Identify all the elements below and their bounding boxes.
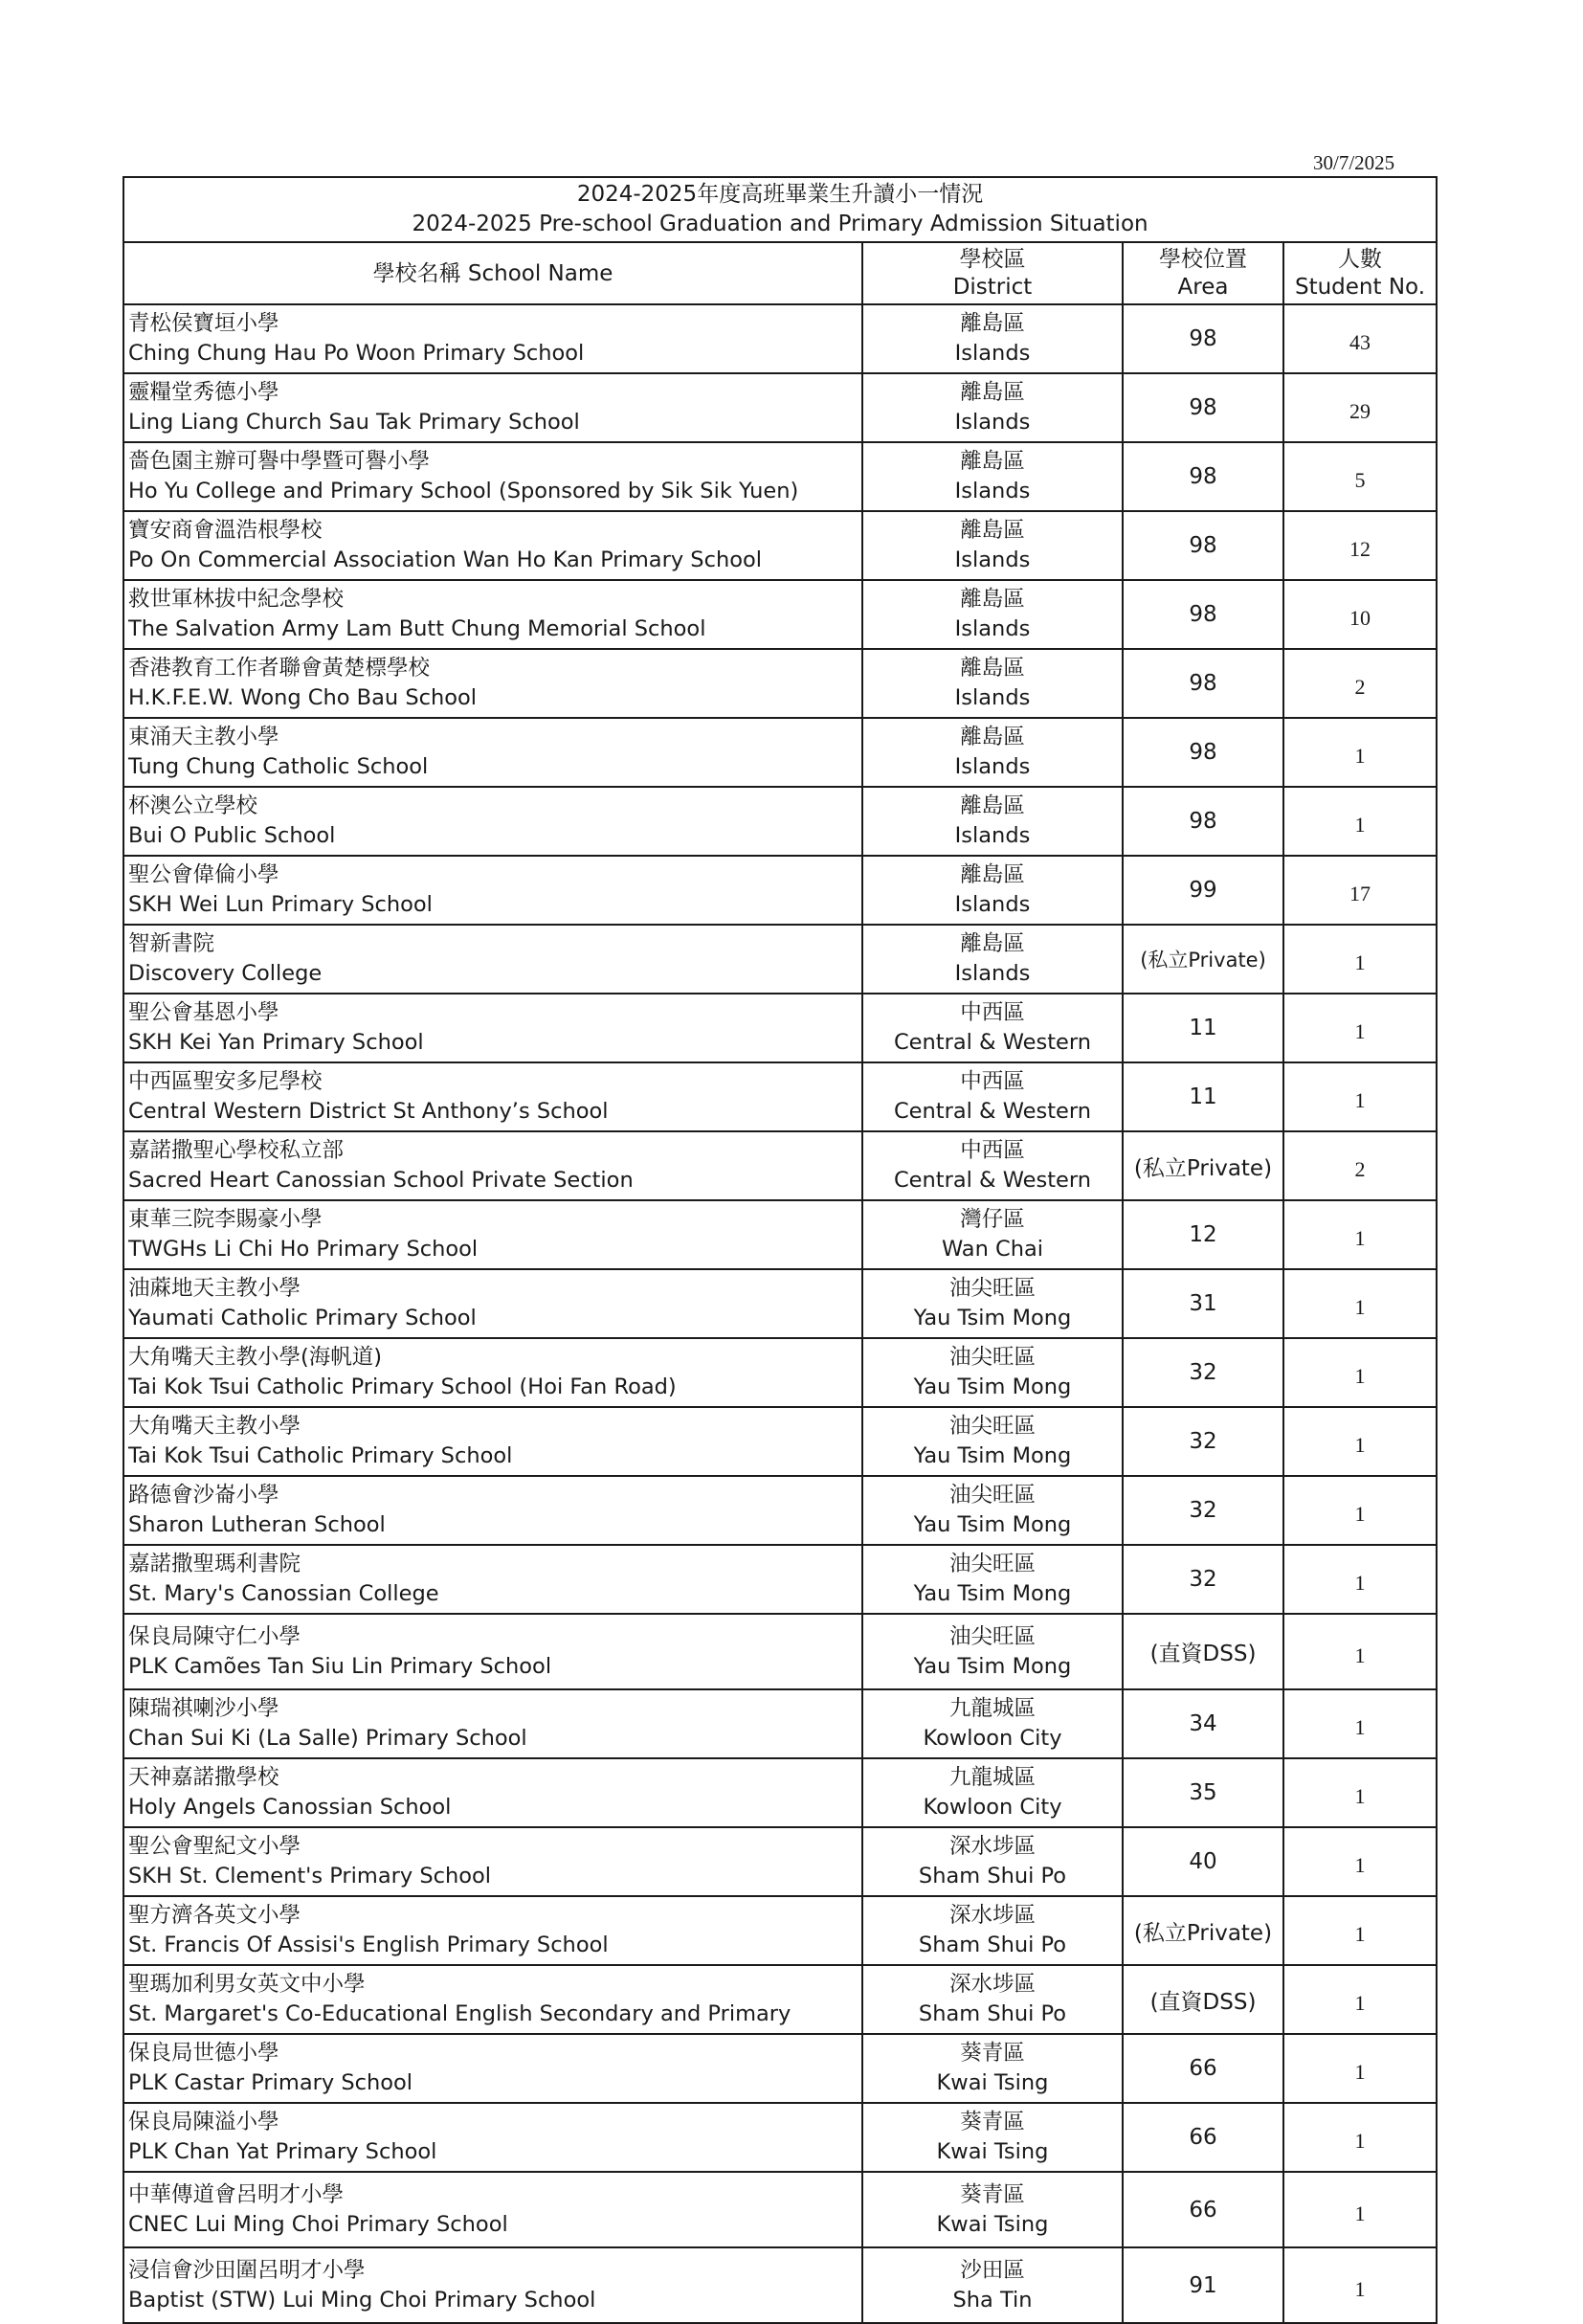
district-zh: 灣仔區: [960, 1207, 1025, 1232]
school-name-en: Tai Kok Tsui Catholic Primary School: [128, 1443, 513, 1468]
header-count: [1283, 242, 1437, 304]
district-en: Kwai Tsing: [936, 2139, 1049, 2164]
student-count-cell: 1: [1283, 1614, 1437, 1689]
district-zh: 九龍城區: [948, 1696, 1036, 1721]
document-date: 30/7/2025: [1313, 151, 1395, 174]
district-cell: [862, 2034, 1123, 2103]
district-en: Islands: [954, 823, 1031, 848]
area-cell: 35: [1123, 1758, 1283, 1827]
district-zh: 離島區: [960, 380, 1025, 405]
district-cell: [862, 1407, 1123, 1476]
student-count-cell: 2: [1283, 649, 1437, 718]
school-name-cell: [123, 1545, 862, 1614]
school-name-en: Tung Chung Catholic School: [128, 754, 429, 779]
table-row: [123, 1131, 1437, 1200]
school-name-en: PLK Camões Tan Siu Lin Primary School: [128, 1653, 552, 1679]
district-zh: 離島區: [960, 587, 1025, 612]
student-count-cell: 2: [1283, 1131, 1437, 1200]
table-row: [123, 1545, 1437, 1614]
district-en: Kowloon City: [923, 1726, 1062, 1751]
header-district: [862, 242, 1123, 304]
school-name-en: TWGHs Li Chi Ho Primary School: [128, 1237, 479, 1262]
district-zh: 中西區: [960, 1138, 1025, 1163]
table-row: [123, 718, 1437, 787]
student-count-cell: 1: [1283, 1062, 1437, 1131]
school-name-zh: 杯澳公立學校: [128, 793, 258, 818]
table-row: [123, 2247, 1437, 2323]
table-row: [123, 580, 1437, 649]
area-cell: 98: [1123, 442, 1283, 511]
school-name-zh: 聖公會聖紀文小學: [128, 1834, 301, 1859]
school-name-zh: 嘉諾撒聖瑪利書院: [128, 1552, 301, 1576]
table-row: [123, 2034, 1437, 2103]
district-cell: [862, 718, 1123, 787]
district-cell: [862, 442, 1123, 511]
district-zh: 離島區: [960, 793, 1025, 818]
district-en: Central & Western: [893, 1168, 1092, 1193]
area-cell: 32: [1123, 1407, 1283, 1476]
district-cell: [862, 1689, 1123, 1758]
district-zh: 離島區: [960, 862, 1025, 887]
school-name-en: H.K.F.E.W. Wong Cho Bau School: [128, 685, 478, 710]
student-count-cell: 1: [1283, 1476, 1437, 1545]
district-zh: 深水埗區: [948, 1972, 1036, 1997]
district-cell: [862, 580, 1123, 649]
student-count-cell: 1: [1283, 1827, 1437, 1896]
district-en: Kwai Tsing: [936, 2211, 1049, 2237]
area-cell: 12: [1123, 1200, 1283, 1269]
district-en: Yau Tsim Mong: [913, 1443, 1072, 1468]
district-en: Yau Tsim Mong: [913, 1512, 1072, 1537]
school-name-cell: [123, 1407, 862, 1476]
district-zh: 沙田區: [960, 2257, 1025, 2283]
table-row: [123, 2103, 1437, 2172]
student-count-cell: 1: [1283, 2247, 1437, 2323]
area-cell: 31: [1123, 1269, 1283, 1338]
school-name-en: Baptist (STW) Lui Ming Choi Primary School: [128, 2287, 596, 2313]
district-en: Yau Tsim Mong: [913, 1581, 1072, 1606]
student-count-cell: 1: [1283, 1269, 1437, 1338]
school-name-zh: 青松侯寶垣小學: [128, 311, 279, 336]
school-name-en: The Salvation Army Lam Butt Chung Memorial School: [128, 616, 706, 641]
table-row: [123, 994, 1437, 1062]
district-cell: [862, 1062, 1123, 1131]
student-count-cell: 1: [1283, 1758, 1437, 1827]
student-count-cell: 29: [1283, 373, 1437, 442]
school-name-cell: [123, 2034, 862, 2103]
school-name-en: Holy Angels Canossian School: [128, 1795, 452, 1820]
area-cell: 34: [1123, 1689, 1283, 1758]
district-en: Wan Chai: [941, 1237, 1044, 1262]
table-row: [123, 856, 1437, 925]
district-zh: 中西區: [960, 1000, 1025, 1025]
header-row: [123, 242, 1437, 304]
district-cell: [862, 994, 1123, 1062]
district-cell: [862, 1896, 1123, 1965]
area-cell: (直資DSS): [1123, 1965, 1283, 2034]
district-en: Yau Tsim Mong: [913, 1653, 1072, 1679]
school-name-zh: 智新書院: [128, 931, 215, 956]
area-cell: (私立Private): [1123, 1896, 1283, 1965]
school-name-en: SKH Wei Lun Primary School: [128, 892, 433, 917]
school-name-zh: 聖瑪加利男女英文中小學: [128, 1972, 366, 1997]
school-name-en: Ling Liang Church Sau Tak Primary School: [128, 410, 580, 435]
school-name-zh: 香港教育工作者聯會黃楚標學校: [128, 656, 431, 681]
school-name-cell: [123, 925, 862, 994]
school-name-en: PLK Castar Primary School: [128, 2070, 413, 2095]
school-name-en: St. Mary's Canossian College: [128, 1581, 439, 1606]
school-name-cell: [123, 580, 862, 649]
header-school-name: 學校名稱 School Name: [123, 242, 862, 304]
student-count-cell: 1: [1283, 2034, 1437, 2103]
district-en: Islands: [954, 685, 1031, 710]
district-en: Sha Tin: [952, 2287, 1033, 2313]
district-en: Kwai Tsing: [936, 2070, 1049, 2095]
school-name-en: Chan Sui Ki (La Salle) Primary School: [128, 1726, 527, 1751]
header-district-en: District: [952, 274, 1033, 300]
school-name-zh: 路德會沙崙小學: [128, 1483, 279, 1508]
header-area-en: Area: [1177, 274, 1229, 300]
district-zh: 離島區: [960, 518, 1025, 543]
district-en: Islands: [954, 892, 1031, 917]
table-row: [123, 373, 1437, 442]
district-en: Sham Shui Po: [918, 1933, 1067, 1957]
school-name-cell: [123, 1131, 862, 1200]
table-row: [123, 1476, 1437, 1545]
area-cell: 91: [1123, 2247, 1283, 2323]
area-cell: 98: [1123, 304, 1283, 373]
table-row: [123, 1965, 1437, 2034]
school-name-zh: 靈糧堂秀德小學: [128, 380, 279, 405]
school-name-zh: 陳瑞祺喇沙小學: [128, 1696, 279, 1721]
table-row: [123, 1827, 1437, 1896]
student-count-cell: 1: [1283, 2172, 1437, 2247]
school-name-zh: 救世軍林拔中紀念學校: [128, 587, 345, 612]
school-name-cell: [123, 1758, 862, 1827]
student-count-cell: 1: [1283, 718, 1437, 787]
district-cell: [862, 925, 1123, 994]
district-zh: 離島區: [960, 311, 1025, 336]
table-row: [123, 442, 1437, 511]
student-count-cell: 1: [1283, 787, 1437, 856]
school-name-zh: 保良局陳守仁小學: [128, 1623, 301, 1649]
area-cell: 32: [1123, 1545, 1283, 1614]
school-name-cell: [123, 1896, 862, 1965]
school-name-cell: [123, 1689, 862, 1758]
school-name-zh: 大角嘴天主教小學: [128, 1414, 301, 1439]
table-title: [123, 177, 1437, 242]
district-cell: [862, 1476, 1123, 1545]
student-count-cell: 1: [1283, 1545, 1437, 1614]
student-count-cell: 17: [1283, 856, 1437, 925]
school-name-cell: [123, 442, 862, 511]
district-cell: [862, 1758, 1123, 1827]
area-cell: (私立Private): [1123, 1131, 1283, 1200]
district-cell: [862, 1827, 1123, 1896]
table-row: [123, 787, 1437, 856]
student-count-cell: 1: [1283, 1896, 1437, 1965]
district-en: Islands: [954, 479, 1031, 503]
district-en: Islands: [954, 616, 1031, 641]
table-row: [123, 1062, 1437, 1131]
school-name-cell: [123, 511, 862, 580]
district-cell: [862, 373, 1123, 442]
student-count-cell: 1: [1283, 1689, 1437, 1758]
school-name-zh: 保良局世德小學: [128, 2041, 279, 2066]
district-zh: 中西區: [960, 1069, 1025, 1094]
district-cell: [862, 1545, 1123, 1614]
school-name-zh: 東華三院李賜豪小學: [128, 1207, 323, 1232]
district-cell: [862, 2103, 1123, 2172]
student-count-cell: 43: [1283, 304, 1437, 373]
district-zh: 油尖旺區: [948, 1345, 1036, 1370]
district-zh: 葵青區: [960, 2110, 1025, 2134]
student-count-cell: 1: [1283, 2103, 1437, 2172]
school-name-cell: [123, 1965, 862, 2034]
school-name-en: Yaumati Catholic Primary School: [128, 1306, 477, 1330]
school-name-en: Po On Commercial Association Wan Ho Kan Primary School: [128, 547, 762, 572]
district-en: Kowloon City: [923, 1795, 1062, 1820]
student-count-cell: 5: [1283, 442, 1437, 511]
district-zh: 葵青區: [960, 2181, 1025, 2207]
table-row: [123, 304, 1437, 373]
area-cell: (私立Private): [1123, 925, 1283, 994]
school-name-zh: 嗇色園主辦可譽中學暨可譽小學: [128, 449, 431, 474]
school-name-zh: 油蔴地天主教小學: [128, 1276, 301, 1301]
district-cell: [862, 1131, 1123, 1200]
area-cell: 32: [1123, 1476, 1283, 1545]
area-cell: 98: [1123, 718, 1283, 787]
school-name-cell: [123, 1269, 862, 1338]
district-en: Islands: [954, 961, 1031, 986]
school-name-zh: 浸信會沙田圍呂明才小學: [128, 2257, 366, 2283]
school-name-cell: [123, 304, 862, 373]
student-count-cell: 1: [1283, 1965, 1437, 2034]
student-count-cell: 1: [1283, 1338, 1437, 1407]
school-name-zh: 寶安商會溫浩根學校: [128, 518, 323, 543]
table-row: [123, 1269, 1437, 1338]
school-name-en: St. Francis Of Assisi's English Primary School: [128, 1933, 609, 1957]
school-name-cell: [123, 994, 862, 1062]
header-count-zh: 人數: [1338, 246, 1383, 272]
school-name-zh: 保良局陳溢小學: [128, 2110, 279, 2134]
school-name-cell: [123, 2172, 862, 2247]
school-name-en: Sharon Lutheran School: [128, 1512, 386, 1537]
area-cell: 11: [1123, 1062, 1283, 1131]
header-count-en: Student No.: [1294, 274, 1426, 300]
table-row: [123, 1338, 1437, 1407]
title-en: 2024-2025 Pre-school Graduation and Primary Admission Situation: [412, 212, 1148, 236]
district-en: Yau Tsim Mong: [913, 1374, 1072, 1399]
district-cell: [862, 1338, 1123, 1407]
school-name-cell: [123, 649, 862, 718]
school-name-en: Tai Kok Tsui Catholic Primary School (Hoi Fan Road): [128, 1374, 677, 1399]
table-row: [123, 1614, 1437, 1689]
table-row: [123, 2172, 1437, 2247]
school-name-zh: 大角嘴天主教小學(海帆道): [128, 1345, 383, 1370]
student-count-cell: 1: [1283, 925, 1437, 994]
table-row: [123, 511, 1437, 580]
table-row: [123, 1200, 1437, 1269]
district-cell: [862, 787, 1123, 856]
area-cell: 32: [1123, 1338, 1283, 1407]
school-name-en: Ching Chung Hau Po Woon Primary School: [128, 341, 585, 366]
title-row: [123, 177, 1437, 242]
district-zh: 油尖旺區: [948, 1483, 1036, 1508]
header-area: [1123, 242, 1283, 304]
area-cell: 98: [1123, 580, 1283, 649]
student-count-cell: 10: [1283, 580, 1437, 649]
table-row: [123, 1407, 1437, 1476]
school-name-cell: [123, 787, 862, 856]
area-cell: 11: [1123, 994, 1283, 1062]
student-count-cell: 1: [1283, 994, 1437, 1062]
school-name-en: SKH St. Clement's Primary School: [128, 1864, 492, 1888]
school-name-zh: 天神嘉諾撒學校: [128, 1765, 279, 1790]
district-cell: [862, 2247, 1123, 2323]
area-cell: 66: [1123, 2034, 1283, 2103]
district-cell: [862, 511, 1123, 580]
district-zh: 離島區: [960, 725, 1025, 749]
school-name-en: St. Margaret's Co-Educational English Secondary and Primary: [128, 2001, 792, 2026]
admission-table: [123, 176, 1438, 2324]
school-name-zh: 聖公會基恩小學: [128, 1000, 279, 1025]
area-cell: 98: [1123, 649, 1283, 718]
school-name-cell: [123, 2103, 862, 2172]
header-district-zh: 學校區: [959, 246, 1026, 272]
area-cell: 66: [1123, 2172, 1283, 2247]
school-name-zh: 中西區聖安多尼學校: [128, 1069, 323, 1094]
area-cell: 66: [1123, 2103, 1283, 2172]
school-name-cell: [123, 1476, 862, 1545]
header-area-zh: 學校位置: [1159, 246, 1247, 272]
area-cell: (直資DSS): [1123, 1614, 1283, 1689]
area-cell: 99: [1123, 856, 1283, 925]
district-zh: 油尖旺區: [948, 1552, 1036, 1576]
district-en: Sham Shui Po: [918, 2001, 1067, 2026]
school-name-en: Central Western District St Anthony’s School: [128, 1099, 609, 1124]
school-name-zh: 聖公會偉倫小學: [128, 862, 279, 887]
area-cell: 98: [1123, 511, 1283, 580]
district-en: Islands: [954, 547, 1031, 572]
table-row: [123, 1758, 1437, 1827]
district-zh: 葵青區: [960, 2041, 1025, 2066]
student-count-cell: 12: [1283, 511, 1437, 580]
district-en: Sham Shui Po: [918, 1864, 1067, 1888]
district-cell: [862, 1965, 1123, 2034]
district-zh: 深水埗區: [948, 1834, 1036, 1859]
school-name-cell: [123, 373, 862, 442]
school-name-cell: [123, 1200, 862, 1269]
table-row: [123, 649, 1437, 718]
district-en: Central & Western: [893, 1099, 1092, 1124]
school-name-cell: [123, 2247, 862, 2323]
district-zh: 油尖旺區: [948, 1414, 1036, 1439]
table-row: [123, 1689, 1437, 1758]
district-cell: [862, 649, 1123, 718]
district-en: Yau Tsim Mong: [913, 1306, 1072, 1330]
school-name-en: Ho Yu College and Primary School (Sponsored by Sik Sik Yuen): [128, 479, 799, 503]
district-en: Central & Western: [893, 1030, 1092, 1055]
district-en: Islands: [954, 341, 1031, 366]
table-row: [123, 925, 1437, 994]
district-cell: [862, 2172, 1123, 2247]
school-name-cell: [123, 1614, 862, 1689]
school-name-cell: [123, 1062, 862, 1131]
school-name-zh: 聖方濟各英文小學: [128, 1903, 301, 1928]
district-en: Islands: [954, 754, 1031, 779]
title-zh: 2024-2025年度高班畢業生升讀小一情況: [576, 182, 984, 207]
school-name-cell: [123, 718, 862, 787]
district-cell: [862, 304, 1123, 373]
school-name-en: SKH Kei Yan Primary School: [128, 1030, 424, 1055]
school-name-zh: 嘉諾撒聖心學校私立部: [128, 1138, 345, 1163]
school-name-zh: 中華傳道會呂明才小學: [128, 2181, 345, 2207]
district-cell: [862, 1269, 1123, 1338]
area-cell: 40: [1123, 1827, 1283, 1896]
district-zh: 離島區: [960, 656, 1025, 681]
district-zh: 油尖旺區: [948, 1276, 1036, 1301]
district-zh: 九龍城區: [948, 1765, 1036, 1790]
school-name-cell: [123, 1338, 862, 1407]
student-count-cell: 1: [1283, 1200, 1437, 1269]
school-name-cell: [123, 1827, 862, 1896]
school-name-cell: [123, 856, 862, 925]
area-cell: 98: [1123, 787, 1283, 856]
district-cell: [862, 856, 1123, 925]
school-name-zh: 東涌天主教小學: [128, 725, 279, 749]
school-name-en: Sacred Heart Canossian School Private Section: [128, 1168, 634, 1193]
school-name-en: PLK Chan Yat Primary School: [128, 2139, 437, 2164]
student-count-cell: 1: [1283, 1407, 1437, 1476]
school-name-en: Bui O Public School: [128, 823, 336, 848]
district-zh: 深水埗區: [948, 1903, 1036, 1928]
school-name-en: Discovery College: [128, 961, 323, 986]
district-cell: [862, 1614, 1123, 1689]
district-cell: [862, 1200, 1123, 1269]
area-cell: 98: [1123, 373, 1283, 442]
district-zh: 離島區: [960, 931, 1025, 956]
district-en: Islands: [954, 410, 1031, 435]
school-name-en: CNEC Lui Ming Choi Primary School: [128, 2211, 508, 2237]
district-zh: 離島區: [960, 449, 1025, 474]
table-row: [123, 1896, 1437, 1965]
district-zh: 油尖旺區: [948, 1623, 1036, 1649]
